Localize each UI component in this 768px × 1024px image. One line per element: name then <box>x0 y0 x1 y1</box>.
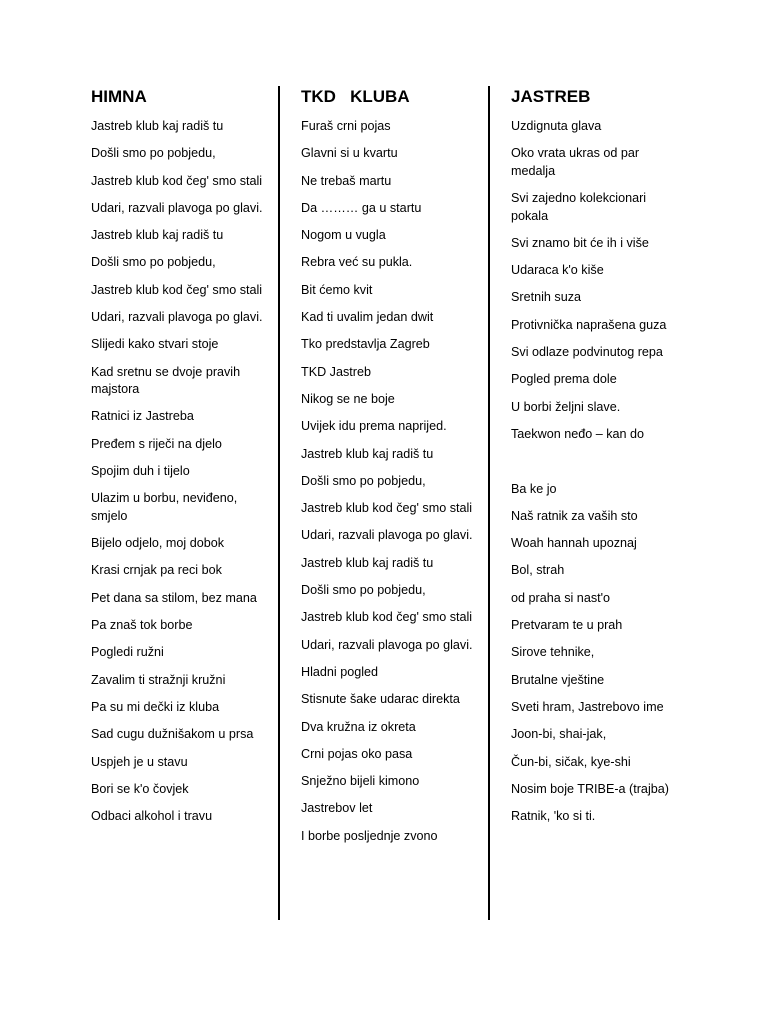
lyric-line: Spojim duh i tijelo <box>91 464 190 479</box>
lyric-line: Jastreb klub kod čeg' smo stali <box>91 282 263 297</box>
lyric-line: Crni pojas oko pasa <box>301 746 413 761</box>
lyric-line: Svi zajedno kolekcionari pokala <box>511 191 647 223</box>
lyric-line: Jastreb klub kaj radiš tu <box>301 446 434 461</box>
lyrics-list <box>301 118 476 845</box>
lyric-line: Rebra već su pukla. <box>301 255 413 270</box>
lyric-line: Krasi crnjak pa reci bok <box>91 563 222 578</box>
column-tkd-kluba <box>301 86 476 855</box>
lyric-line: Woah hannah upoznaj <box>511 536 637 551</box>
lyric-line: Pređem s riječi na djelo <box>91 436 222 451</box>
column-divider <box>278 86 280 920</box>
column-heading: TKD KLUBA <box>301 87 410 106</box>
lyric-line: Tko predstavlja Zagreb <box>301 337 430 352</box>
lyric-line: Ba ke jo <box>511 481 557 496</box>
lyric-line: Jastreb klub kod čeg' smo stali <box>301 610 473 625</box>
lyric-line: Bit ćemo kvit <box>301 282 373 297</box>
lyric-line: Pa su mi dečki iz kluba <box>91 699 220 714</box>
column-heading: HIMNA <box>91 87 147 106</box>
blank-line <box>511 453 686 471</box>
lyric-line: Kad ti uvalim jedan dwit <box>301 310 434 325</box>
column-himna <box>91 86 266 835</box>
lyric-line: Ne trebaš martu <box>301 173 392 188</box>
lyric-line: Ratnici iz Jastreba <box>91 409 194 424</box>
lyric-line: Ratnik, 'ko si ti. <box>511 809 596 824</box>
lyric-line: Kad sretnu se dvoje pravih majstora <box>91 364 241 397</box>
lyric-line: Naš ratnik za vaših sto <box>511 508 638 523</box>
lyric-line: Oko vrata ukras od par medalja <box>511 146 640 178</box>
lyric-line: Došli smo po pobjedu, <box>91 255 216 270</box>
lyric-line: Uspjeh je u stavu <box>91 754 188 769</box>
lyric-line: Bori se k'o čovjek <box>91 781 189 796</box>
lyric-line: Jastreb klub kod čeg' smo stali <box>301 501 473 516</box>
lyric-line: Joon-bi, shai-jak, <box>511 727 607 742</box>
lyric-line: Došli smo po pobjedu, <box>301 473 426 488</box>
lyric-line: Jastreb klub kaj radiš tu <box>301 555 434 570</box>
lyric-line: Udari, razvali plavoga po glavi. <box>301 637 473 652</box>
lyric-line: Ulazim u borbu, neviđeno, smjelo <box>91 491 238 523</box>
lyric-line: Protivnička naprašena guza <box>511 317 667 332</box>
lyric-line: Glavni si u kvartu <box>301 146 398 161</box>
lyric-line: Svi odlaze podvinutog repa <box>511 345 663 360</box>
lyric-line: Taekwon neđo – kan do <box>511 426 645 441</box>
lyric-line: od praha si nast'o <box>511 590 611 605</box>
lyric-line: Došli smo po pobjedu, <box>91 146 216 161</box>
lyric-line: Pa znaš tok borbe <box>91 618 193 633</box>
lyric-line: Udaraca k'o kiše <box>511 263 604 278</box>
lyric-line: Sirove tehnike, <box>511 645 595 660</box>
lyric-line: Da ……… ga u startu <box>301 200 422 215</box>
lyric-line: Brutalne vještine <box>511 672 605 687</box>
lyric-line: Hladni pogled <box>301 664 379 679</box>
lyric-line: Stisnute šake udarac direkta <box>301 692 460 707</box>
column-heading: JASTREB <box>511 87 591 106</box>
column-divider <box>488 86 490 920</box>
lyric-line: Dva kružna iz okreta <box>301 719 416 734</box>
lyric-line: Pogled prema dole <box>511 372 617 387</box>
lyric-line: Pet dana sa stilom, bez mana <box>91 590 257 605</box>
lyric-line: Furaš crni pojas <box>301 119 391 133</box>
lyric-line: Udari, razvali plavoga po glavi. <box>91 200 263 215</box>
lyric-line: Sad cugu dužnišakom u prsa <box>91 727 254 742</box>
lyric-line: Udari, razvali plavoga po glavi. <box>91 310 263 325</box>
lyric-line: Uvijek idu prema naprijed. <box>301 419 447 434</box>
lyric-line: Bol, strah <box>511 563 565 578</box>
lyric-line: Čun-bi, sičak, kye-shi <box>511 754 631 769</box>
lyric-line: Jastreb klub kod čeg' smo stali <box>91 173 263 188</box>
lyric-line: TKD Jastreb <box>301 364 371 379</box>
lyric-line: Zavalim ti stražnji kružni <box>91 672 226 687</box>
lyric-line: Pogledi ružni <box>91 645 164 660</box>
lyric-line: Nosim boje TRIBE-a (trajba) <box>511 781 669 796</box>
column-jastreb <box>511 86 686 835</box>
lyric-line: Odbaci alkohol i travu <box>91 809 213 824</box>
lyric-line: Snježno bijeli kimono <box>301 774 420 789</box>
lyric-line: I borbe posljednje zvono <box>301 828 438 843</box>
lyric-line: Jastreb klub kaj radiš tu <box>91 228 224 243</box>
lyrics-list <box>511 118 686 826</box>
lyric-line: Sveti hram, Jastrebovo ime <box>511 699 664 714</box>
lyric-line: Jastrebov let <box>301 801 373 816</box>
lyric-line: Slijedi kako stvari stoje <box>91 337 219 352</box>
lyric-line: Pretvaram te u prah <box>511 618 623 633</box>
lyric-line: Jastreb klub kaj radiš tu <box>91 119 224 133</box>
lyric-line: Nikog se ne boje <box>301 391 395 406</box>
lyric-line: Uzdignuta glava <box>511 119 602 133</box>
lyric-line: Nogom u vugla <box>301 228 386 243</box>
lyric-line: Udari, razvali plavoga po glavi. <box>301 528 473 543</box>
lyric-line: Svi znamo bit će ih i više <box>511 235 649 250</box>
lyric-line: Došli smo po pobjedu, <box>301 583 426 598</box>
lyric-line: Sretnih suza <box>511 290 582 305</box>
lyric-line: Bijelo odjelo, moj dobok <box>91 536 225 551</box>
lyric-line: U borbi željni slave. <box>511 399 621 414</box>
lyrics-list <box>91 118 266 826</box>
